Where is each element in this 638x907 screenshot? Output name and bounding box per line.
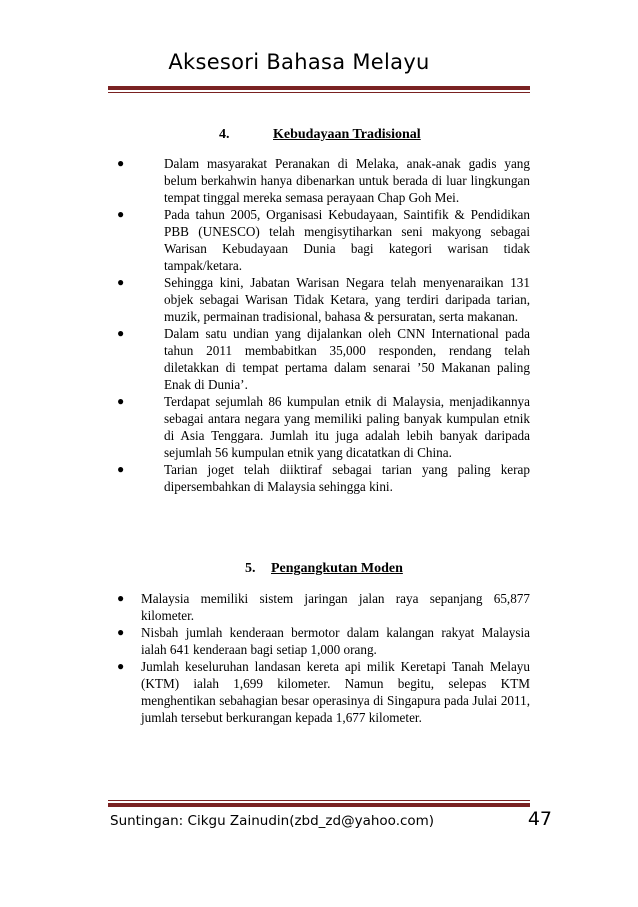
page-number: 47 [527,808,552,830]
footer-credit: Suntingan: Cikgu Zainudin(zbd_zd@yahoo.com) [110,813,435,829]
list-item [117,590,530,624]
section-4-heading [219,127,421,143]
bullet-icon: ● [117,462,125,476]
list-item-text: Dalam masyarakat Peranakan di Melaka, anak-anak gadis yang belum berkahwin hanya dibenarkan untuk berada di luar lingkungan tempat tinggal mereka semasa perayaan Chap Goh Mei. [164,156,530,205]
list-item-text: Jumlah keseluruhan landasan kereta api milik Keretapi Tanah Melayu (KTM) ialah 1,699 kilometer. Namun begitu, selepas KTM menghentikan sebahagian besar operasinya di Singapura pada Julai 2011, jumlah tersebut berkurangan kepada 1,677 kilometer. [141,659,530,725]
list-item-text: Malaysia memiliki sistem jaringan jalan raya sepanjang 65,877 kilometer. [141,591,530,623]
bullet-icon: ● [117,156,125,170]
bullet-icon: ● [117,275,125,289]
bullet-icon: ● [117,326,125,340]
list-item [117,206,530,274]
list-item [117,624,530,658]
section-5-list [117,590,530,726]
list-item-text: Pada tahun 2005, Organisasi Kebudayaan, Saintifik & Pendidikan PBB (UNESCO) telah mengisytiharkan seni makyong sebagai Warisan Kebudayaan Dunia bagi kategori warisan tidak tampak/ketara. [164,207,530,273]
list-item-text: Nisbah jumlah kenderaan bermotor dalam kalangan rakyat Malaysia ialah 641 kenderaan bagi setiap 1,000 orang. [141,625,530,657]
list-item [117,658,530,726]
section-5-number: 5. [245,561,256,576]
list-item [117,155,530,206]
section-5-title: Pengangkutan Moden [271,561,403,576]
header-rule-thin [108,92,530,93]
header-rule [108,86,530,93]
list-item [117,393,530,461]
bullet-icon: ● [117,207,125,221]
footer-rule-thick [108,803,530,807]
bullet-icon: ● [117,394,125,408]
list-item-text: Sehingga kini, Jabatan Warisan Negara telah menyenaraikan 131 objek sebagai Warisan Tidak Ketara, yang terdiri daripada tarian, muzik, permainan tradisional, bahasa & persuratan, serta makanan. [164,275,530,324]
list-item-text: Tarian joget telah diiktiraf sebagai tarian yang paling kerap dipersembahkan di Malaysia sehingga kini. [164,462,530,494]
section-4-list [117,155,530,495]
bullet-icon: ● [117,625,125,639]
bullet-icon: ● [117,659,125,673]
footer-rule [108,800,530,807]
list-item-text: Terdapat sejumlah 86 kumpulan etnik di Malaysia, menjadikannya sebagai antara negara yang memiliki paling banyak kumpulan etnik di Asia Tenggara. Jumlah itu juga adalah lebih banyak daripada sejumlah 56 kumpulan etnik yang dicatatkan di China. [164,394,530,460]
list-item [117,274,530,325]
bullet-icon: ● [117,591,125,605]
section-4-number: 4. [219,127,230,142]
list-item [117,325,530,393]
list-item [117,461,530,495]
section-5-heading [245,561,403,577]
header-title: Aksesori Bahasa Melayu [168,50,430,74]
footer-rule-thin [108,800,530,801]
list-item-text: Dalam satu undian yang dijalankan oleh CNN International pada tahun 2011 membabitkan 35,000 responden, rendang telah diletakkan di tempat pertama dalam senarai ’50 Makanan paling Enak di Dunia’. [164,326,530,392]
section-4-title: Kebudayaan Tradisional [273,127,421,142]
header-rule-thick [108,86,530,90]
